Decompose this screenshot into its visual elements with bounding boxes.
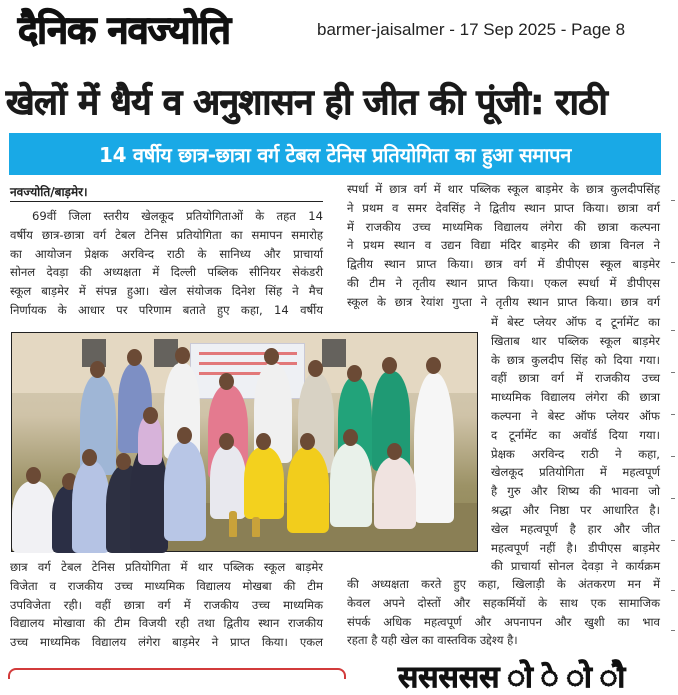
photo-person: [72, 461, 110, 553]
paragraph-right-bottom: [347, 575, 660, 650]
text-line: कल्पना ने बेस्ट ऑफ प्लेयर ऑफ: [491, 408, 660, 423]
text-line: माध्यमिक विद्यालय लंगेरा की छात्रा: [491, 390, 660, 405]
paragraph-right-wrap: [491, 313, 660, 576]
text-line: स्पर्धा में छात्र वर्ग में थार पब्लिक स्कूल बाड़मेर के छात्र कुलदीपसिंह: [347, 182, 660, 196]
section-divider: [8, 668, 346, 679]
text-line: खेल महत्वपूर्ण है हार और जीत: [491, 521, 660, 536]
margin-mark: [671, 630, 675, 631]
subheadline-text: 14 वर्षीय छात्र-छात्रा वर्ग टेबल टेनिस प्रतियोगिता का हुआ समापन: [98, 142, 572, 167]
text-line: स्कूल बाड़मेर में संपन्न हुआ। खेल संयोजक दिनेश सिंह ने मैच: [10, 284, 323, 299]
trophy-icon: [229, 511, 237, 537]
photo-person: [244, 447, 284, 519]
photo-person: [414, 373, 454, 523]
next-headline-text: ससससस ोे े ोे ौे: [398, 660, 626, 695]
margin-mark: [671, 456, 675, 457]
text-line: के छात्र कुलदीप सिंह को दिया गया।: [491, 352, 660, 367]
paragraph-left-bottom: [10, 558, 323, 652]
text-line: खेलकूद प्रतियोगिता में महत्वपूर्ण: [491, 465, 660, 480]
text-line: विजेता व राजकीय उच्च माध्यमिक विद्यालय मोखबा की टीम: [10, 578, 323, 593]
margin-mark: [671, 540, 675, 541]
margin-mark: [671, 330, 675, 331]
photo-window: [322, 339, 346, 367]
margin-mark: [671, 414, 675, 415]
text-line: की प्राचार्या सोनल देवड़ा ने कार्यक्रम: [491, 559, 660, 574]
text-line: उच्च माध्यमिक विद्यालय लंगेरा बाड़मेर ने प्राप्त किया। एकल: [10, 635, 323, 650]
article-photo: [11, 332, 478, 552]
next-article-headline-partial: [398, 660, 678, 695]
photo-person: [287, 447, 329, 533]
text-line: में राजकीय उच्च माध्यमिक विद्यालय लंगेरा की छात्रा कल्पना: [347, 219, 660, 234]
photo-person: [12, 481, 56, 553]
text-line: रहता है यही खेल का वास्तविक उद्देश्य है।: [347, 633, 518, 648]
photo-person: [330, 443, 372, 527]
text-line: 69वीं जिला स्तरीय खेलकूद प्रतियोगिताओं के तहत 14: [32, 209, 323, 223]
text-line: की टीम ने तृतीय स्थान प्राप्त किया। एकल स्पर्धा में डीपीएस: [347, 275, 660, 290]
text-line: विद्यालय मोखावा की टीम विजयी रही तथा द्वितीय स्थान राजकीय: [10, 616, 323, 631]
paragraph-right-top: [347, 180, 660, 312]
text-line: का आयोजन प्रेक्षक अरविन्द राठी के सानिध्य और प्राचार्या: [10, 246, 323, 261]
edition-info: barmer-jaisalmer - 17 Sep 2025 - Page 8: [317, 20, 626, 39]
text-line: द टूर्नामेंट का अवॉर्ड दिया गया।: [491, 427, 660, 442]
text-line: सोनल देवड़ा की अध्यक्षता में दिल्ली पब्लिक सीनियर सेकंडरी: [10, 265, 323, 280]
text-line: स्कूल के छात्र रेयांश गुप्ता ने तृतीय स्थान प्राप्त किया। छात्र वर्ग: [347, 294, 660, 309]
paragraph-left-top: [10, 207, 323, 320]
text-line: है गुरु और शिष्य की भावना जो: [491, 484, 660, 499]
margin-mark: [671, 498, 675, 499]
text-line: केवल अपने दोस्तों और सहकर्मियों के साथ एक सामाजिक: [347, 595, 660, 610]
photo-person: [164, 441, 206, 541]
text-line: वहीं छात्रा वर्ग में राजकीय उच्च: [491, 371, 660, 386]
text-line: ने प्रथम स्थान व उद्यन विद्या मंदिर बाड़मेर की छात्रा विनल ने: [347, 238, 660, 253]
text-line: निर्णायक के आधार पर परिणाम बताते हुए कहा, 14 वर्षीय: [10, 302, 323, 317]
text-line: द्वितीय स्थान प्राप्त किया। छात्र वर्ग में डीपीएस स्कूल बाड़मेर: [347, 257, 660, 272]
text-line: ने प्रथम व समर देवसिंह ने द्वितीय स्थान प्राप्त किया। छात्रा वर्ग: [347, 200, 660, 215]
photo-person: [210, 445, 246, 519]
text-line: वर्षीय छात्र-छात्रा वर्ग टेबल टेनिस प्रतियोगिता का समापन समारोह: [10, 227, 323, 242]
text-line: की अध्यक्षता करते हुए कहा, खिलाड़ी के अंतकरण मन में: [347, 577, 660, 591]
margin-mark: [671, 372, 675, 373]
text-line: श्रद्धा और निष्ठा पर आधारित है।: [491, 502, 660, 517]
masthead-logo: दैनिक नवज्योति: [18, 8, 230, 52]
text-line: प्रेक्षक अरविन्द राठी ने कहा,: [491, 446, 660, 461]
trophy-icon: [252, 517, 260, 537]
subheadline-banner: [9, 133, 661, 175]
margin-mark: [671, 200, 675, 201]
article-headline: खेलों में धैर्य व अनुशासन ही जीत की पूंजी: राठी: [6, 83, 608, 123]
photo-person: [374, 457, 416, 529]
text-line: उपविजेता रही। वहीं छात्रा वर्ग में राजकीय उच्च माध्यमिक: [10, 597, 323, 612]
byline: नवज्योति/बाड़मेर।: [10, 184, 323, 202]
text-line: संपर्क अधिक महत्वपूर्ण और अपनापन और खुशी का भाव: [347, 614, 660, 629]
text-line: में बेस्ट प्लेयर ऑफ द टूर्नामेंट का: [491, 315, 660, 329]
margin-mark: [671, 262, 675, 263]
margin-mark: [671, 590, 675, 591]
text-line: खिताब थार पब्लिक स्कूल बाड़मेर: [491, 333, 660, 348]
text-line: महत्वपूर्ण नहीं है। डीपीएस बाड़मेर: [491, 540, 660, 555]
text-line: छात्र वर्ग टेबल टेनिस प्रतियोगिता में थार पब्लिक स्कूल बाड़मेर: [10, 560, 323, 574]
